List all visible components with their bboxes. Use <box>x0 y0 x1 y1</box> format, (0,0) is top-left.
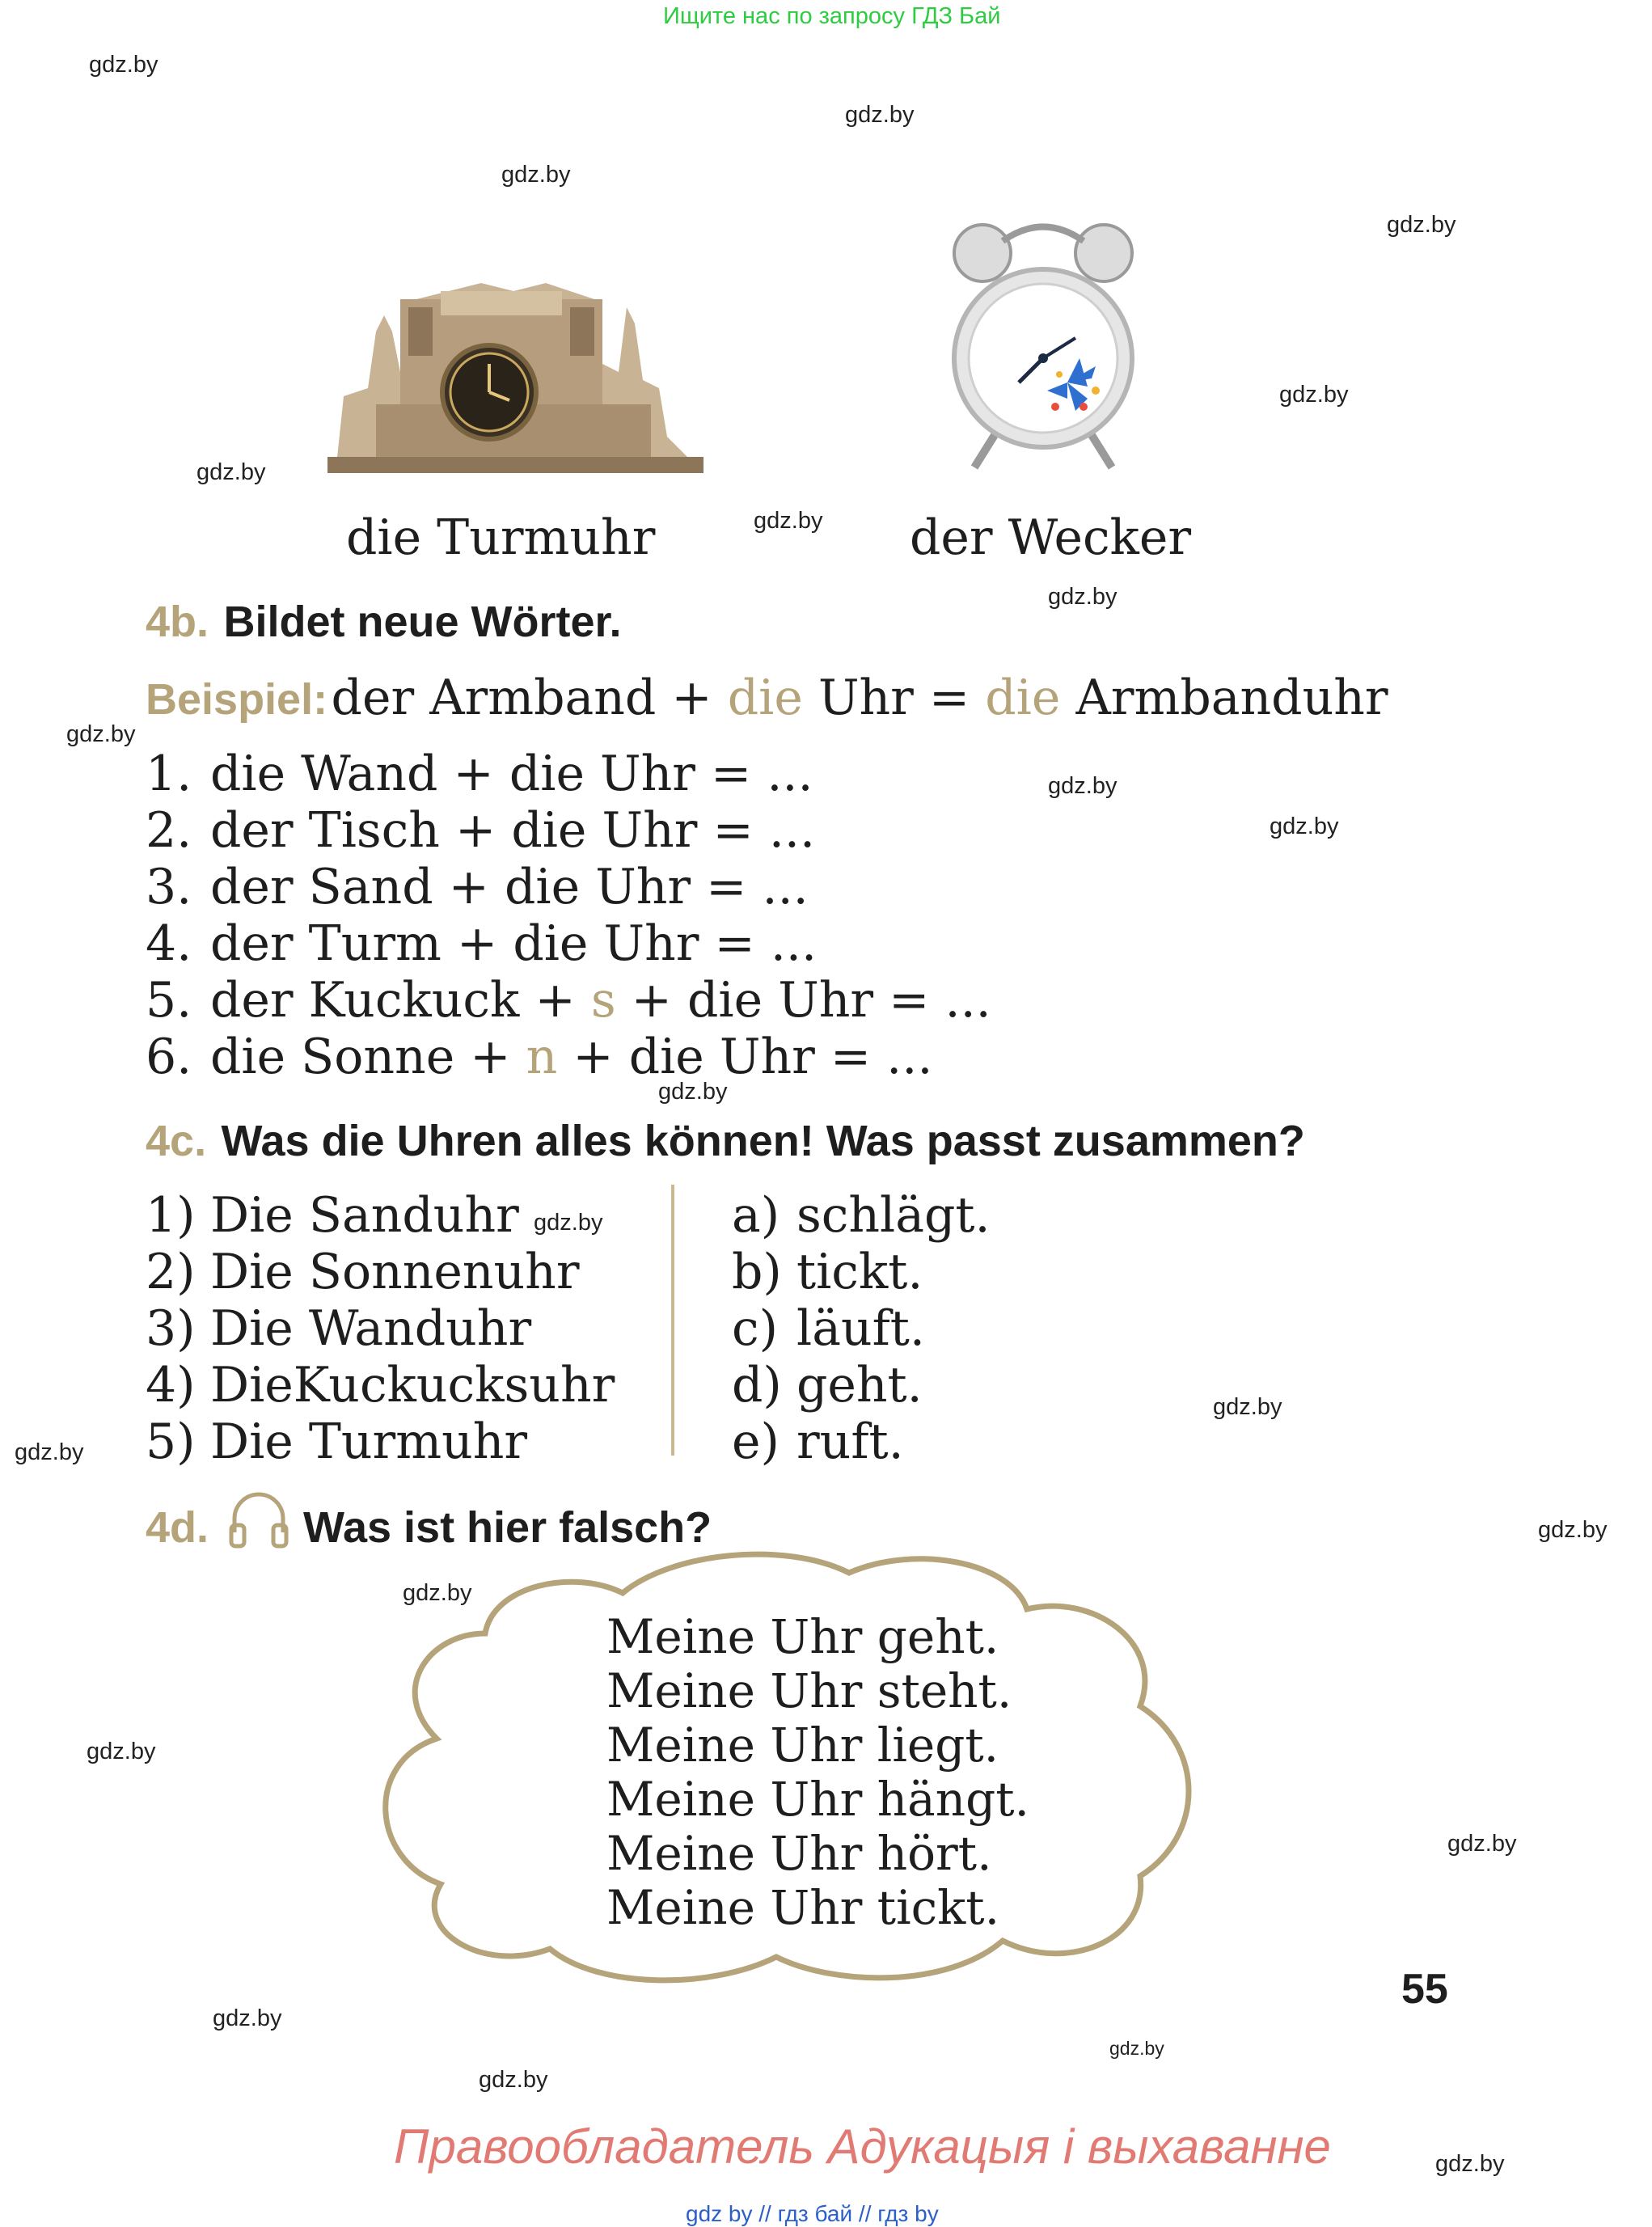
example-part: der Armband + <box>331 670 728 726</box>
item-number: 6. <box>146 1029 192 1085</box>
example-article: die <box>985 670 1061 726</box>
watermark: gdz.by <box>1048 584 1118 610</box>
match-right-item <box>732 1300 925 1357</box>
cloud-line: Meine Uhr liegt. <box>606 1718 999 1773</box>
copyright-notice: Правообладатель Адукацыя і выхаванне <box>394 2119 1331 2174</box>
match-right-item <box>732 1414 904 1470</box>
cloud-line: Meine Uhr geht. <box>606 1609 999 1664</box>
item-number: 3. <box>146 859 192 915</box>
watermark: gdz.by <box>89 52 158 78</box>
alarm-clock-caption: der Wecker <box>910 509 1192 566</box>
list-item <box>146 972 991 1029</box>
cloud-line: Meine Uhr steht. <box>606 1663 1012 1718</box>
watermark: gdz.by <box>15 1439 84 1465</box>
exercise-4d-heading <box>146 1502 209 1553</box>
alarm-clock-image <box>946 217 1140 475</box>
item-number: 3) <box>146 1300 196 1357</box>
item-text: DieKuckucksuhr <box>210 1357 615 1414</box>
item-text: läuft. <box>796 1300 925 1357</box>
example-part: Uhr = <box>802 670 986 726</box>
match-left-item <box>146 1244 580 1300</box>
match-left-item <box>146 1300 531 1357</box>
item-number: 2) <box>146 1244 196 1300</box>
watermark: gdz.by <box>1109 2038 1164 2059</box>
item-number: 2. <box>146 802 192 859</box>
match-right-item <box>732 1187 991 1244</box>
watermark: gdz.by <box>403 1580 472 1606</box>
list-item <box>146 859 809 915</box>
item-number: 5) <box>146 1414 196 1470</box>
watermark: gdz.by <box>658 1079 728 1105</box>
item-text: der Tisch + die Uhr = ... <box>210 802 816 859</box>
watermark: gdz.by <box>534 1210 603 1236</box>
linking-letter: s <box>590 972 616 1029</box>
exercise-4b-heading <box>146 597 622 647</box>
watermark: gdz.by <box>1435 2151 1505 2177</box>
list-item <box>146 1029 932 1085</box>
example-line <box>146 670 1388 726</box>
exercise-title: Bildet neue Wörter. <box>223 598 622 646</box>
match-left-item <box>146 1357 615 1414</box>
item-text: ruft. <box>796 1414 904 1470</box>
match-right-item <box>732 1244 923 1300</box>
item-text: + die Uhr = ... <box>557 1029 933 1085</box>
watermark: gdz.by <box>196 459 266 485</box>
watermark: gdz.by <box>1270 813 1339 839</box>
item-text: Die Turmuhr <box>210 1414 528 1470</box>
watermark: gdz.by <box>87 1739 156 1764</box>
item-number: 1) <box>146 1187 196 1244</box>
watermark: gdz.by <box>501 162 571 188</box>
list-item <box>146 746 813 802</box>
watermark: gdz.by <box>1213 1394 1282 1420</box>
item-letter: e) <box>732 1414 780 1470</box>
watermark: gdz.by <box>754 508 823 534</box>
watermark: gdz.by <box>1048 773 1118 799</box>
column-divider <box>671 1185 674 1456</box>
tower-clock-image <box>327 243 703 473</box>
item-text: + die Uhr = ... <box>615 972 991 1029</box>
exercise-number: 4c. <box>146 1117 207 1165</box>
watermark: gdz.by <box>1387 212 1456 238</box>
list-item <box>146 802 815 859</box>
exercise-number: 4d. <box>146 1503 209 1552</box>
match-right-item <box>732 1357 923 1414</box>
item-number: 4. <box>146 915 192 972</box>
item-letter: a) <box>732 1187 780 1244</box>
item-text: der Kuckuck + <box>210 972 591 1029</box>
cloud-line: Meine Uhr hört. <box>606 1826 992 1881</box>
headphones-icon <box>226 1488 291 1553</box>
watermark: gdz.by <box>479 2067 548 2093</box>
item-letter: b) <box>732 1244 782 1300</box>
item-text: Die Sonnenuhr <box>210 1244 580 1300</box>
item-text: die Wand + die Uhr = ... <box>210 746 813 802</box>
item-text: schlägt. <box>796 1187 991 1244</box>
cloud-line: Meine Uhr tickt. <box>606 1880 1000 1935</box>
item-text: die Sonne + <box>210 1029 526 1085</box>
list-item <box>146 915 817 972</box>
item-letter: d) <box>732 1357 782 1414</box>
watermark: gdz.by <box>845 102 915 128</box>
watermark: gdz.by <box>1447 1831 1517 1857</box>
tower-clock-caption: die Turmuhr <box>346 509 656 566</box>
example-article: die <box>727 670 803 726</box>
example-text <box>332 670 1388 726</box>
item-number: 5. <box>146 972 192 1029</box>
example-label: Beispiel: <box>146 675 328 724</box>
match-left-item <box>146 1414 527 1470</box>
item-letter: c) <box>732 1300 779 1357</box>
linking-letter: n <box>526 1029 558 1085</box>
watermark: gdz.by <box>66 721 136 747</box>
page-number: 55 <box>1401 1966 1448 2013</box>
item-number: 4) <box>146 1357 196 1414</box>
item-text: der Turm + die Uhr = ... <box>210 915 818 972</box>
top-banner: Ищите нас по запросу ГДЗ Бай <box>663 3 1001 29</box>
exercise-number: 4b. <box>146 598 209 646</box>
exercise-title: Was die Uhren alles können! Was passt zusammen? <box>221 1117 1305 1165</box>
exercise-title: Was ist hier falsch? <box>303 1503 712 1552</box>
item-text: geht. <box>796 1357 923 1414</box>
footer-links[interactable]: gdz by // гдз бай // гдз by <box>686 2201 939 2226</box>
watermark: gdz.by <box>1538 1517 1608 1543</box>
watermark: gdz.by <box>213 2005 282 2031</box>
item-text: Die Wanduhr <box>210 1300 532 1357</box>
item-text: tickt. <box>796 1244 923 1300</box>
item-text: der Sand + die Uhr = ... <box>210 859 809 915</box>
cloud-line: Meine Uhr hängt. <box>606 1772 1029 1827</box>
item-text: Die Sanduhr <box>210 1187 519 1244</box>
match-left-item <box>146 1187 519 1244</box>
watermark: gdz.by <box>1279 382 1349 408</box>
exercise-4c-heading <box>146 1116 1305 1166</box>
item-number: 1. <box>146 746 192 802</box>
example-part: Armbanduhr <box>1060 670 1388 726</box>
